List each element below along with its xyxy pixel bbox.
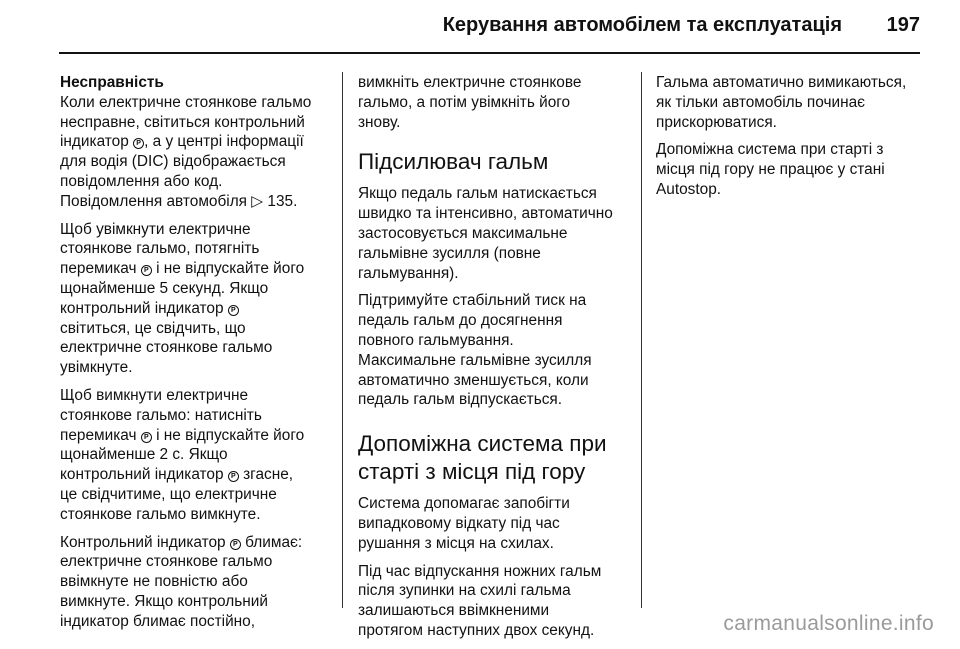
column-3 [656, 73, 926, 208]
column-divider [641, 72, 642, 608]
section-heading-brake-assist: Підсилювач гальм [358, 149, 549, 175]
parking-brake-indicator-icon: P [228, 471, 239, 482]
paragraph: Під час відпускання ножних гальм після зупинки на схилі гальма залишаються ввімкненими протягом наступних двох секунд. [358, 562, 602, 639]
paragraph: Щоб вимкнути електричне стоянкове гальмо: натисніть перемикач P і не відпускайте його щонайменше 2 с. Якщо контрольний індикатор P згасне, це свідчитиме, що електричне стоянкове гальмо вимкнуте. [60, 386, 305, 523]
parking-brake-switch-icon: P [141, 265, 152, 276]
parking-brake-indicator-icon: P [230, 539, 241, 550]
paragraph: Контрольний індикатор P блимає: електричне стоянкове гальмо ввімкнуте не повністю або вимкнуте. Якщо контрольний індикатор блимає постійно, [60, 533, 303, 630]
paragraph: Підтримуйте стабільний тиск на педаль гальм до досягнення повного гальмування. Максимальне гальмівне зусилля автоматично зменшується, коли педаль гальм відпускається. [358, 292, 592, 409]
paragraph: Якщо педаль гальм натискається швидко та інтенсивно, автоматично застосовується максимальне гальмівне зусилля (повне гальмування). [358, 185, 613, 282]
paragraph: Щоб увімкнути електричне стоянкове гальмо, потягніть перемикач P і не відпускайте його щонайменше 5 секунд. Якщо контрольний індикатор P світиться, це свідчить, що електричне стоянкове гальмо увімкнуте. [60, 220, 305, 377]
paragraph: вимкніть електричне стоянкове гальмо, а потім увімкніть його знову. [358, 74, 582, 131]
parking-brake-indicator-icon: P [228, 305, 239, 316]
watermark: carmanualsonline.info [723, 612, 934, 635]
section-heading-hill-start-assist: Допоміжна система при старті з місця під гору [358, 431, 607, 485]
paragraph: Коли електричне стоянкове гальмо несправне, світиться контрольний індикатор P , а у центрі інформації для водія (DIC) відображається повідомлення або код. Повідомлення автомобіля ▷ 135. [60, 93, 312, 210]
page-number: 197 [886, 14, 920, 36]
column-1 [60, 73, 330, 640]
section-heading-malfunction: Несправність [60, 74, 164, 91]
column-divider [342, 72, 343, 608]
page-reference-arrow-icon: ▷ [251, 192, 264, 210]
paragraph: Гальма автоматично вимикаються, як тільки автомобіль починає прискорюватися. [656, 74, 907, 131]
parking-brake-warning-icon: P [133, 138, 144, 149]
header-divider [59, 52, 920, 54]
page-header-title: Керування автомобілем та експлуатація [442, 14, 842, 36]
paragraph: Система допомагає запобігти випадковому відкату під час рушання з місця на схилах. [358, 495, 570, 552]
parking-brake-switch-icon: P [141, 432, 152, 443]
paragraph: Допоміжна система при старті з місця під гору не працює у стані Autostop. [656, 141, 885, 198]
column-2 [358, 73, 633, 649]
